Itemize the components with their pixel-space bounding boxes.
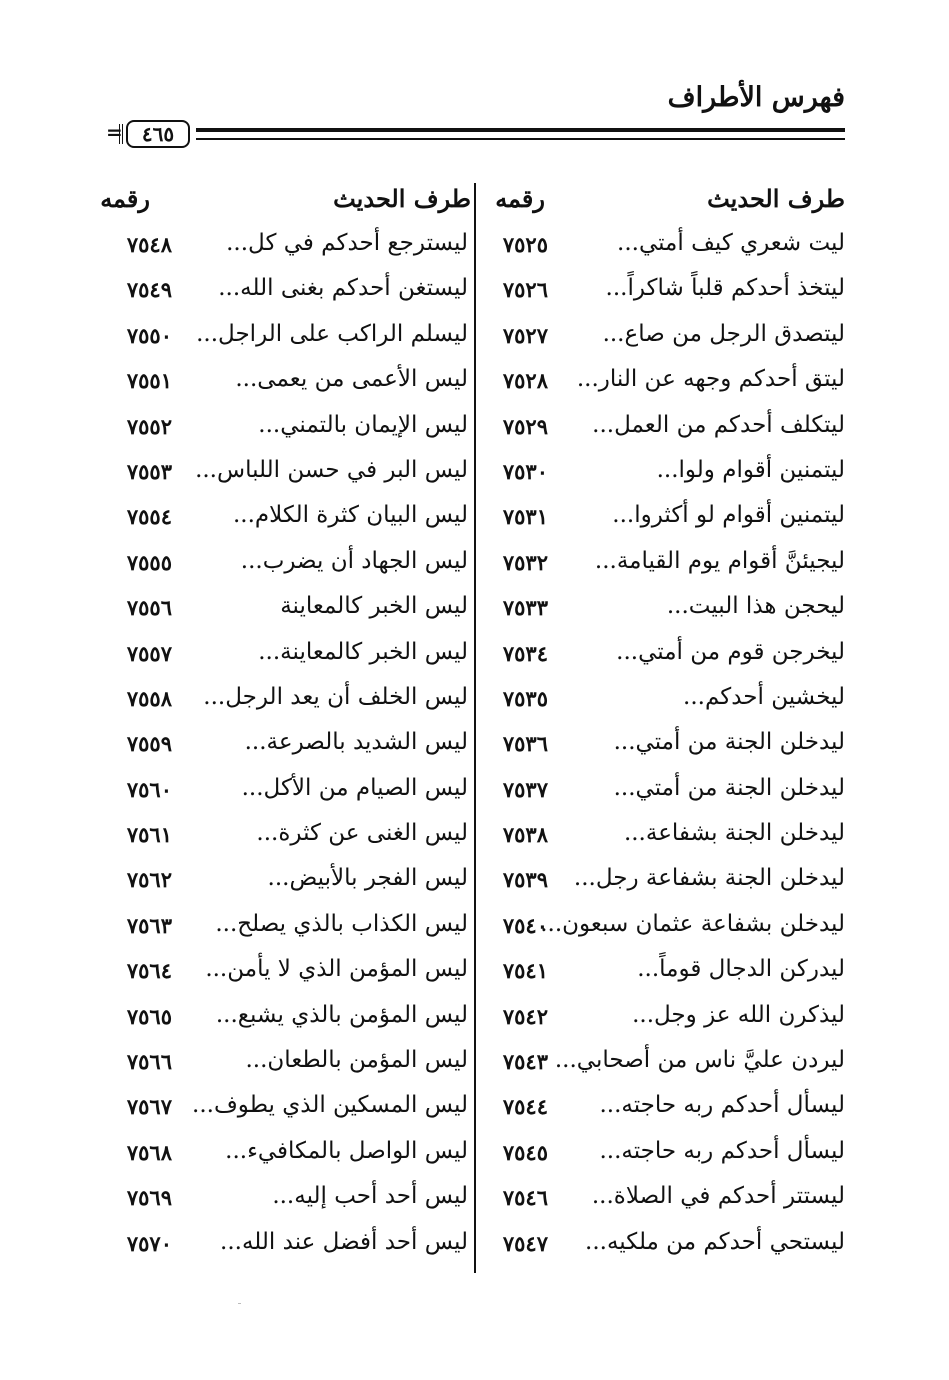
table-row [0, 678, 949, 723]
left-hadith-number: ٧٥٦٧ [126, 1094, 172, 1120]
index-rows [0, 224, 949, 1268]
right-hadith-number: ٧٥٢٥ [502, 232, 548, 257]
table-row [0, 1041, 949, 1086]
right-hadith-number: ٧٥٣١ [502, 504, 548, 530]
right-hadith-number: ٧٥٣٩ [502, 867, 548, 893]
scan-speck [238, 1303, 241, 1304]
left-hadith-text: ليس الخبر كالمعاينة [280, 593, 468, 620]
right-hadith-number: ٧٥٤٢ [502, 1003, 548, 1029]
right-hadith-text: ليتخذ أحدكم قلباً شاكراً... [605, 275, 845, 302]
table-row [0, 996, 949, 1041]
left-hadith-text: ليس المؤمن بالطعان... [245, 1047, 468, 1074]
table-row [0, 814, 949, 859]
right-hadith-text: ليتق أحدكم وجهه عن النار... [576, 366, 845, 393]
table-row [0, 587, 949, 632]
left-hadith-number: ٧٥٥٧ [126, 640, 172, 666]
right-hadith-number: ٧٥٣٠ [502, 458, 548, 484]
left-hadith-number: ٧٥٥٦ [126, 595, 172, 621]
right-hadith-text: ليدخلن الجنة بشفاعة رجل... [573, 865, 845, 892]
right-hadith-text: ليدخلن الجنة من أمتي... [613, 774, 845, 801]
table-row [0, 224, 949, 269]
right-hadith-number: ٧٥٤١ [502, 958, 548, 984]
right-hadith-number: ٧٥٢٧ [502, 322, 548, 348]
right-hadith-number: ٧٥٣٢ [502, 549, 548, 575]
right-hadith-number: ٧٥٣٧ [502, 776, 548, 802]
left-hadith-text: ليس الصيام من الأكل... [241, 774, 468, 801]
right-hadith-text: ليحجن هذا البيت... [666, 593, 845, 620]
left-hadith-text: ليسترجع أحدكم في كل... [226, 230, 468, 256]
left-hadith-number: ٧٥٧٠ [126, 1230, 172, 1256]
right-hadith-text: ليذكرن الله عز وجل... [632, 1001, 845, 1028]
right-hadith-number: ٧٥٢٦ [502, 277, 548, 303]
right-hadith-number: ٧٥٤٦ [502, 1185, 548, 1211]
left-hadith-text: ليس المسكين الذي يطوف... [192, 1092, 468, 1119]
left-hadith-number: ٧٥٥٣ [126, 458, 172, 484]
left-number-header: رقمه [100, 184, 150, 213]
right-hadith-text: ليتمنين أقوام ولوا... [656, 456, 845, 483]
left-hadith-text: ليس الشديد بالصرعة... [244, 729, 468, 756]
left-hadith-number: ٧٥٥٩ [126, 731, 172, 757]
table-row [0, 723, 949, 768]
left-hadith-text: ليس البيان كثرة الكلام... [232, 502, 468, 529]
right-hadith-number: ٧٥٢٩ [502, 413, 548, 439]
left-text-header: طرف الحديث [333, 184, 471, 213]
left-hadith-text: ليس أحد أفضل عند الله... [220, 1228, 468, 1255]
left-hadith-text: ليسلم الراكب على الراجل... [196, 320, 468, 347]
right-hadith-text: ليردن عليَّ ناس من أصحابي... [554, 1047, 845, 1074]
right-hadith-number: ٧٥٣٤ [502, 640, 548, 666]
right-hadith-text: ليدخلن الجنة بشفاعة... [623, 820, 845, 847]
table-row [0, 769, 949, 814]
right-hadith-text: ليسأل أحدكم ربه حاجته... [599, 1137, 845, 1164]
left-hadith-text: ليس الأعمى من يعمى... [235, 366, 468, 393]
right-hadith-number: ٧٥٣٦ [502, 731, 548, 757]
right-hadith-text: ليخشين أحدكم... [683, 683, 845, 710]
table-row [0, 633, 949, 678]
right-hadith-number: ٧٥٣٥ [502, 685, 548, 711]
right-text-header: طرف الحديث [707, 184, 845, 213]
right-hadith-text: ليتصدق الرجل من صاع... [602, 320, 845, 347]
table-row [0, 1086, 949, 1131]
table-row [0, 542, 949, 587]
table-row [0, 315, 949, 360]
right-hadith-number: ٧٥٤٣ [502, 1049, 548, 1075]
table-row [0, 406, 949, 451]
table-row [0, 1223, 949, 1268]
header-rule-thin [196, 138, 845, 140]
right-hadith-text: ليتمنين أقوام لو أكثروا... [612, 502, 845, 529]
table-row [0, 269, 949, 314]
left-hadith-number: ٧٥٥٥ [126, 549, 172, 575]
right-hadith-number: ٧٥٤٧ [502, 1230, 548, 1256]
right-hadith-number: ٧٥٣٣ [502, 595, 548, 621]
right-hadith-number: ٧٥٤٤ [502, 1094, 548, 1120]
left-hadith-text: ليس المؤمن الذي لا يأمن... [205, 956, 468, 983]
right-hadith-text: ليتكلف أحدكم من العمل... [592, 411, 845, 438]
table-row [0, 360, 949, 405]
right-hadith-text: ليدخلن الجنة من أمتي... [613, 729, 845, 756]
header-rule-thick [196, 128, 845, 132]
left-hadith-number: ٧٥٦٣ [126, 912, 172, 938]
left-hadith-number: ٧٥٦٩ [126, 1185, 172, 1211]
left-hadith-text: ليس الواصل بالمكافيء... [225, 1137, 468, 1164]
right-number-header: رقمه [495, 184, 545, 213]
left-hadith-number: ٧٥٥٠ [126, 322, 172, 348]
left-hadith-number: ٧٥٤٩ [126, 277, 172, 303]
left-hadith-number: ٧٥٥٨ [126, 685, 172, 711]
left-hadith-number: ٧٥٦٥ [126, 1003, 172, 1029]
left-hadith-number: ٧٥٥٢ [126, 413, 172, 439]
left-hadith-number: ٧٥٤٨ [126, 232, 172, 257]
running-title: فهرس الأطراف [667, 82, 845, 113]
left-hadith-text: ليس المؤمن بالذي يشبع... [215, 1001, 468, 1028]
page-number-mark: = [106, 120, 123, 144]
left-hadith-text: ليس الخلف أن يعد الرجل... [203, 683, 468, 710]
page-number-box [126, 120, 190, 148]
left-hadith-text: ليس الغنى عن كثرة... [256, 820, 468, 847]
table-row [0, 950, 949, 995]
left-hadith-number: ٧٥٦٢ [126, 867, 172, 893]
right-hadith-text: ليت شعري كيف أمتي... [617, 230, 845, 256]
left-hadith-text: ليس الجهاد أن يضرب... [240, 547, 468, 574]
left-hadith-text: ليس الفجر بالأبيض... [267, 865, 468, 892]
left-hadith-number: ٧٥٦٤ [126, 958, 172, 984]
right-hadith-text: ليستتر أحدكم في الصلاة... [591, 1183, 845, 1210]
table-row [0, 905, 949, 950]
right-hadith-number: ٧٥٢٨ [502, 368, 548, 394]
right-hadith-text: ليجيئنَّ أقوام يوم القيامة... [594, 547, 845, 574]
left-hadith-text: ليس البر في حسن اللباس... [195, 456, 468, 483]
left-hadith-number: ٧٥٦٠ [126, 776, 172, 802]
right-hadith-text: ليدخلن بشفاعة عثمان سبعون... [540, 910, 845, 937]
left-hadith-number: ٧٥٦٦ [126, 1049, 172, 1075]
table-row [0, 859, 949, 904]
left-hadith-number: ٧٥٥٤ [126, 504, 172, 530]
right-hadith-number: ٧٥٣٨ [502, 822, 548, 848]
right-hadith-text: ليدركن الدجال قوماً... [637, 956, 845, 983]
left-hadith-text: ليس الإيمان بالتمني... [258, 411, 468, 438]
page-number: ٤٦٥ [141, 122, 175, 146]
table-row [0, 1177, 949, 1222]
left-hadith-text: ليس الخبر كالمعاينة... [258, 638, 468, 665]
left-hadith-text: ليستغن أحدكم بغنى الله... [218, 275, 468, 302]
left-hadith-number: ٧٥٥١ [126, 368, 172, 394]
table-row [0, 496, 949, 541]
left-hadith-text: ليس أحد أحب إليه... [272, 1183, 468, 1210]
table-row [0, 451, 949, 496]
right-hadith-number: ٧٥٤٥ [502, 1139, 548, 1165]
left-hadith-number: ٧٥٦٨ [126, 1139, 172, 1165]
left-hadith-text: ليس الكذاب بالذي يصلح... [215, 910, 468, 937]
right-hadith-text: ليسأل أحدكم ربه حاجته... [599, 1092, 845, 1119]
left-hadith-number: ٧٥٦١ [126, 822, 172, 848]
right-hadith-text: ليستحي أحدكم من ملكيه... [585, 1228, 845, 1255]
table-row [0, 1132, 949, 1177]
right-hadith-number: ٧٥٤٠ [502, 912, 548, 938]
right-hadith-text: ليخرجن قوم من أمتي... [616, 638, 845, 665]
